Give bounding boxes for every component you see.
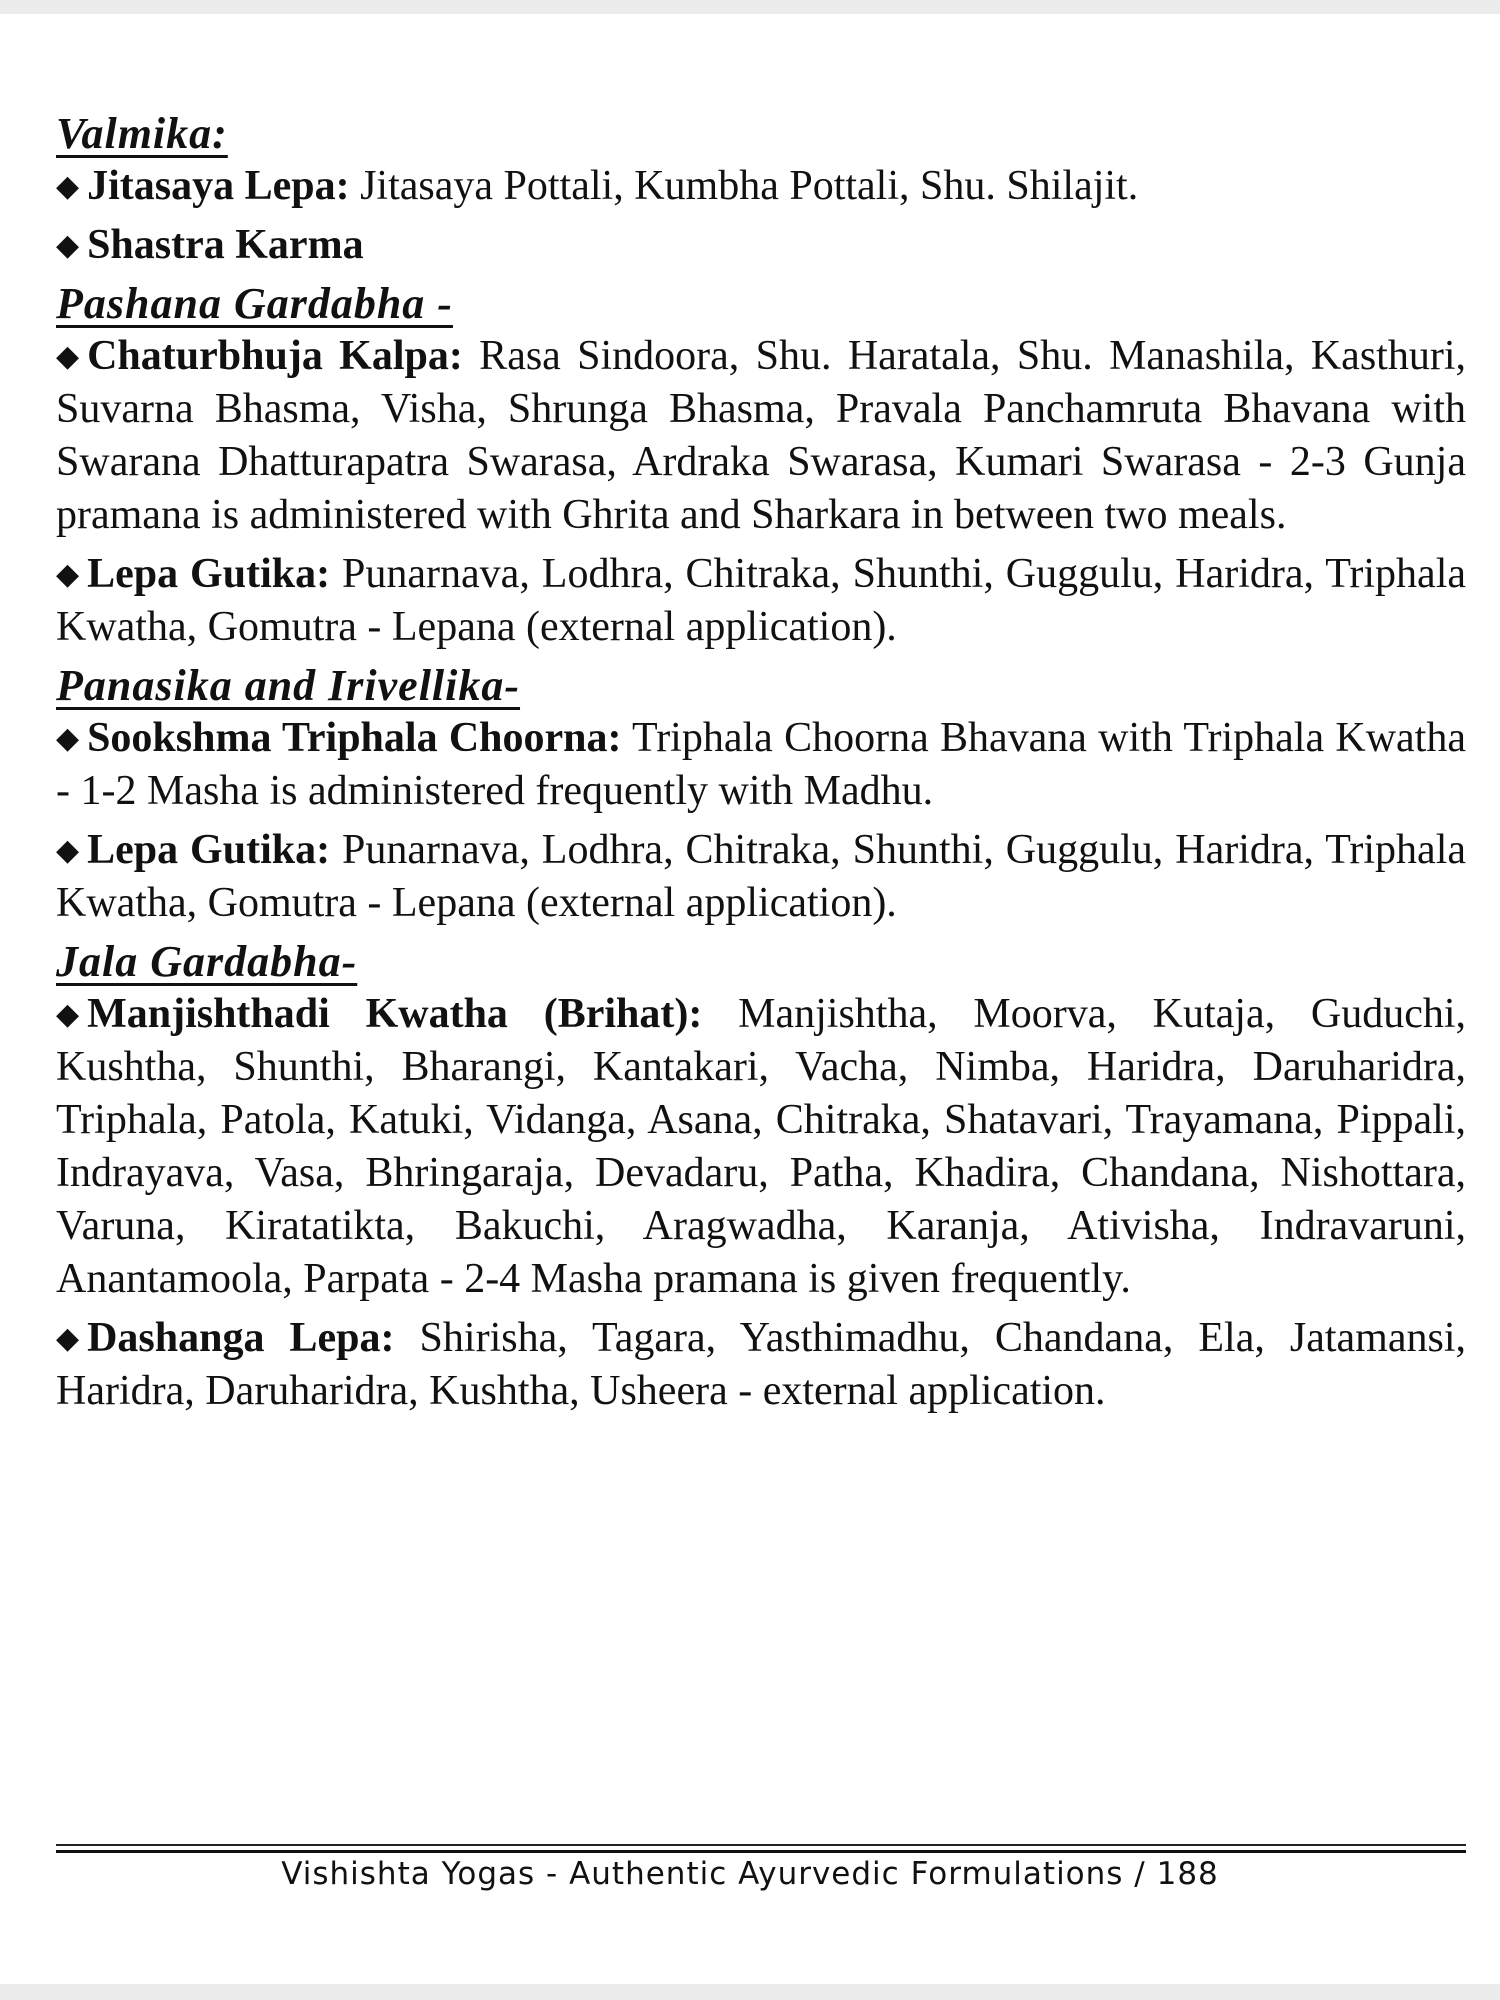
entry-text: Manjishtha, Moorva, Kutaja, Guduchi, Kushtha, Shunthi, Bharangi, Kantakari, Vacha, Nimba, Haridra, Daruharidra, Triphala, Patola, Katuki, Vidanga, Asana, Chitraka, Shatavari, Trayamana, Pippali, Indrayava, Vasa, Bhringaraja, Devadaru, Patha, Khadira, Chandana, Nishottara, Varuna, Kiratatikta, Bakuchi, Aragwadha, Karanja, Ativisha, Indravaruni, Anantamoola, Parpata - 2-4 Masha pramana is given frequently. xyxy=(56,991,1467,1302)
scan-top-margin xyxy=(0,0,1500,14)
section-heading-pashana-gardabha: Pashana Gardabha - xyxy=(56,279,453,328)
entry-term: Lepa Gutika: xyxy=(87,551,331,597)
page-footer: Vishishta Yogas - Authentic Ayurvedic Formulations / 188 xyxy=(281,1856,1219,1892)
entry-term: Sookshma Triphala Choorna: xyxy=(87,715,622,761)
entry-text: Triphala Choorna Bhavana with Triphala Kwatha - 1-2 Masha is administered frequently with Madhu. xyxy=(56,715,1466,814)
entry-jitasaya-lepa xyxy=(56,160,1466,213)
entry-text: Punarnava, Lodhra, Chitraka, Shunthi, Guggulu, Haridra, Triphala Kwatha, Gomutra - Lepana (external application). xyxy=(56,551,1467,650)
diamond-bullet-icon: ◆ xyxy=(56,1321,80,1356)
entry-dashanga-lepa xyxy=(56,1312,1466,1418)
entry-text: Shirisha, Tagara, Yasthimadhu, Chandana, Ela, Jatamansi, Haridra, Daruharidra, Kushtha, Usheera - external application. xyxy=(56,1315,1466,1414)
entry-term: Jitasaya Lepa: xyxy=(87,163,350,209)
diamond-bullet-icon: ◆ xyxy=(56,228,80,263)
entry-manjishthadi-kwatha xyxy=(56,988,1466,1306)
diamond-bullet-icon: ◆ xyxy=(56,833,80,868)
entry-lepa-gutika xyxy=(56,824,1466,930)
entry-term: Dashanga Lepa: xyxy=(87,1315,395,1361)
entry-term: Lepa Gutika: xyxy=(87,827,331,873)
entry-text: Rasa Sindoora, Shu. Haratala, Shu. Manashila, Kasthuri, Suvarna Bhasma, Visha, Shrunga Bhasma, Pravala Panchamruta Bhavana with Swarana Dhatturapatra Swarasa, Ardraka Swarasa, Kumari Swarasa - 2-3 Gunja pramana is administered with Ghrita and Sharkara in between two meals. xyxy=(56,333,1466,538)
section-heading-jala-gardabha: Jala Gardabha- xyxy=(56,937,358,986)
diamond-bullet-icon: ◆ xyxy=(56,721,80,756)
entry-text: Punarnava, Lodhra, Chitraka, Shunthi, Guggulu, Haridra, Triphala Kwatha, Gomutra - Lepana (external application). xyxy=(56,827,1467,926)
entry-shastra-karma xyxy=(56,219,1466,272)
entry-lepa-gutika xyxy=(56,548,1466,654)
entry-chaturbhuja-kalpa xyxy=(56,330,1466,542)
page-body xyxy=(56,108,1466,1424)
entry-term: Manjishthadi Kwatha (Brihat): xyxy=(87,991,703,1037)
diamond-bullet-icon: ◆ xyxy=(56,339,80,374)
entry-text: Jitasaya Pottali, Kumbha Pottali, Shu. Shilajit. xyxy=(349,163,1139,209)
entry-sookshma-triphala-choorna xyxy=(56,712,1466,818)
diamond-bullet-icon: ◆ xyxy=(56,557,80,592)
divider-line xyxy=(56,1850,1466,1853)
entry-term: Shastra Karma xyxy=(87,222,364,268)
section-heading-valmika: Valmika: xyxy=(56,109,228,158)
entry-term: Chaturbhuja Kalpa: xyxy=(87,333,463,379)
diamond-bullet-icon: ◆ xyxy=(56,997,80,1032)
section-heading-panasika-irivellika: Panasika and Irivellika- xyxy=(56,661,521,710)
scan-bottom-margin xyxy=(0,1984,1500,2000)
diamond-bullet-icon: ◆ xyxy=(56,169,80,204)
divider-line xyxy=(56,1844,1466,1846)
